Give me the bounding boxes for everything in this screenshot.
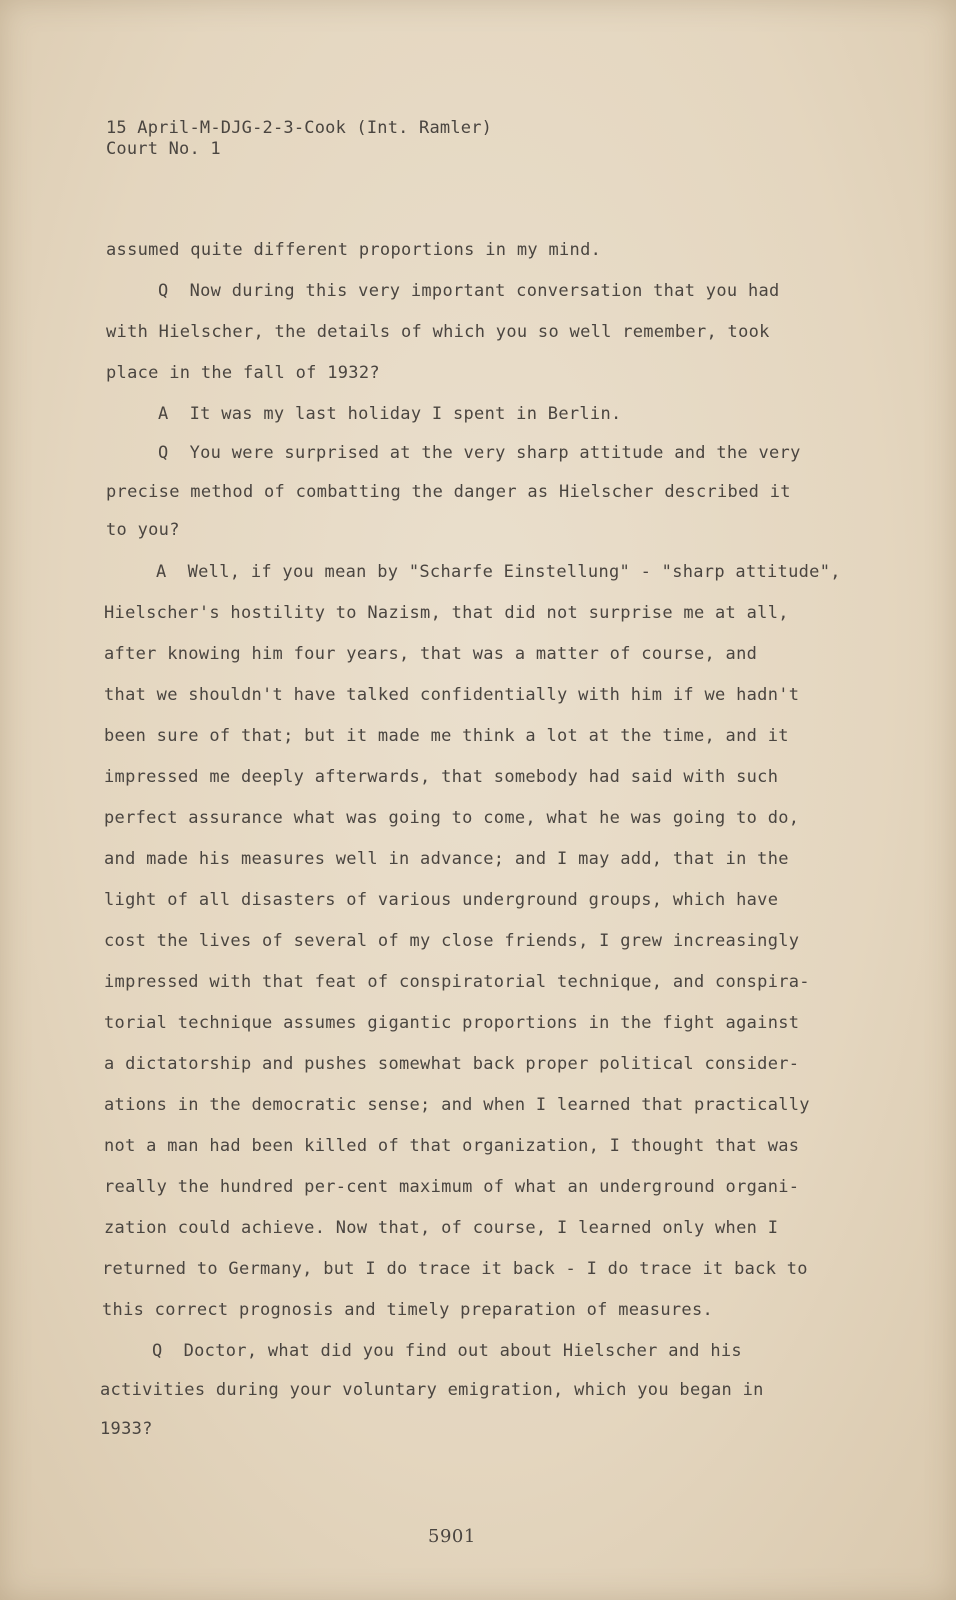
text-line: Hielscher's hostility to Nazism, that did not surprise me at all,: [104, 603, 789, 623]
text-line: zation could achieve. Now that, of course, I learned only when I: [104, 1218, 779, 1238]
text-line: Q Now during this very important conversation that you had: [158, 281, 780, 301]
text-line: this correct prognosis and timely preparation of measures.: [102, 1300, 714, 1320]
text-line: that we shouldn't have talked confidentially with him if we hadn't: [104, 685, 800, 705]
text-line: to you?: [106, 520, 180, 540]
text-line: assumed quite different proportions in my mind.: [106, 240, 602, 260]
header-court-number: Court No. 1: [106, 139, 221, 159]
text-line: precise method of combatting the danger as Hielscher described it: [106, 482, 791, 502]
text-line: really the hundred per-cent maximum of what an underground organi-: [104, 1177, 800, 1197]
text-line: Q You were surprised at the very sharp attitude and the very: [158, 443, 801, 463]
text-line: A It was my last holiday I spent in Berlin.: [158, 404, 622, 424]
text-line: perfect assurance what was going to come, what he was going to do,: [104, 808, 800, 828]
text-line: not a man had been killed of that organization, I thought that was: [104, 1136, 800, 1156]
text-line: ations in the democratic sense; and when I learned that practically: [104, 1095, 810, 1115]
text-line: light of all disasters of various underground groups, which have: [104, 890, 779, 910]
text-line: been sure of that; but it made me think a lot at the time, and it: [104, 726, 789, 746]
text-line: a dictatorship and pushes somewhat back proper political consider-: [104, 1054, 800, 1074]
text-line: place in the fall of 1932?: [106, 363, 380, 383]
text-line: Q Doctor, what did you find out about Hielscher and his: [152, 1341, 742, 1361]
document-header: [106, 118, 492, 160]
text-line: with Hielscher, the details of which you so well remember, took: [106, 322, 770, 342]
text-line: torial technique assumes gigantic proportions in the fight against: [104, 1013, 800, 1033]
text-line: after knowing him four years, that was a matter of course, and: [104, 644, 758, 664]
text-line: cost the lives of several of my close friends, I grew increasingly: [104, 931, 800, 951]
text-line: activities during your voluntary emigration, which you began in: [100, 1380, 764, 1400]
header-case-reference: 15 April-M-DJG-2-3-Cook (Int. Ramler): [106, 118, 493, 138]
text-line: A Well, if you mean by "Scharfe Einstellung" - "sharp attitude",: [156, 562, 841, 582]
page-number: 5901: [428, 1526, 476, 1547]
text-line: returned to Germany, but I do trace it back - I do trace it back to: [102, 1259, 808, 1279]
text-line: impressed me deeply afterwards, that somebody had said with such: [104, 767, 779, 787]
text-line: impressed with that feat of conspiratorial technique, and conspira-: [104, 972, 810, 992]
text-line: and made his measures well in advance; and I may add, that in the: [104, 849, 789, 869]
text-line: 1933?: [100, 1419, 153, 1439]
